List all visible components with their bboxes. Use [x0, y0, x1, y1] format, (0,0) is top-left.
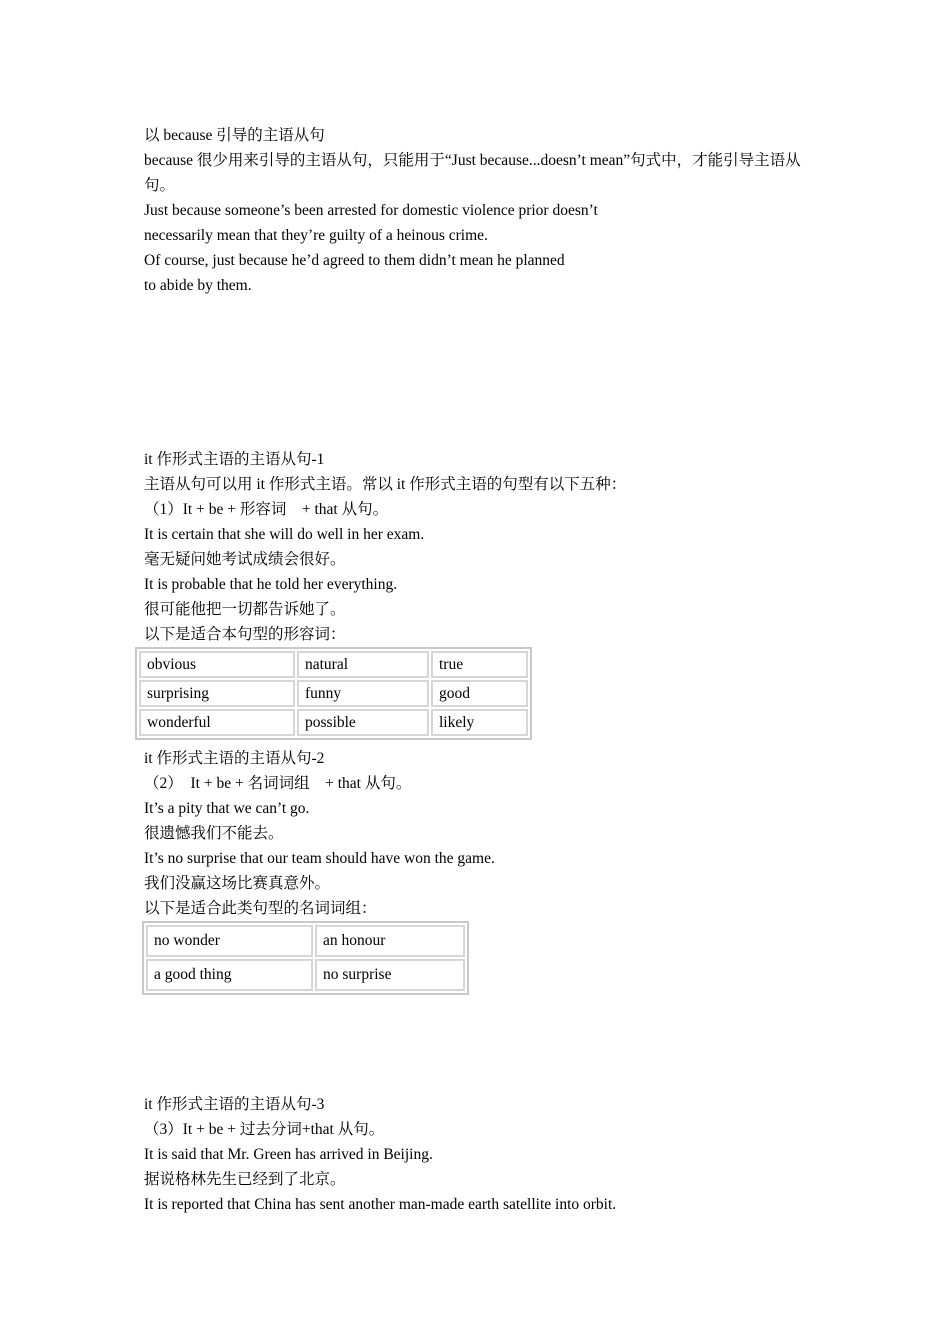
section-title: it 作形式主语的主语从句-3	[144, 1096, 325, 1113]
table-cell: wonderful	[139, 709, 295, 736]
pattern-line: （2） It + be + 名词词组 + that 从句。	[144, 775, 412, 792]
table-cell: funny	[297, 680, 429, 707]
translation-line: 我们没赢这场比赛真意外。	[144, 875, 331, 892]
table-row	[139, 709, 528, 736]
translation-line: 很可能他把一切都告诉她了。	[144, 601, 346, 618]
paragraph-line: 主语从句可以用 it 作形式主语。常以 it 作形式主语的句型有以下五种：	[144, 476, 627, 493]
table-cell: natural	[297, 651, 429, 678]
paragraph-line: because 很少用来引导的主语从句，只能用于“Just because...doesn’t mean”句式中，才能引导主语从句。	[144, 152, 801, 194]
example-line: It’s no surprise that our team should have won the game.	[144, 850, 495, 867]
table-row	[139, 651, 528, 678]
section-title: it 作形式主语的主语从句-2	[144, 750, 325, 767]
adjective-table	[135, 647, 532, 740]
example-line: It is said that Mr. Green has arrived in Beijing.	[144, 1146, 433, 1163]
table-row	[139, 680, 528, 707]
table-cell: no surprise	[315, 959, 465, 991]
section-it-subject-3	[144, 1092, 824, 1217]
table-cell: no wonder	[146, 925, 313, 957]
table-cell: good	[431, 680, 528, 707]
example-line: It is certain that she will do well in her exam.	[144, 526, 425, 543]
section-it-subject-1	[144, 447, 824, 647]
paragraph-line: 以下是适合此类句型的名词词组：	[144, 900, 377, 917]
table-cell: true	[431, 651, 528, 678]
table-row	[146, 925, 465, 957]
example-line: It is probable that he told her everything.	[144, 576, 398, 593]
pattern-line: （3）It + be + 过去分词+that 从句。	[144, 1121, 385, 1138]
translation-line: 据说格林先生已经到了北京。	[144, 1171, 346, 1188]
example-line: necessarily mean that they’re guilty of a heinous crime.	[144, 227, 488, 244]
example-line: Just because someone’s been arrested for domestic violence prior doesn’t	[144, 202, 598, 219]
section-title: it 作形式主语的主语从句-1	[144, 451, 325, 468]
section-because	[144, 123, 824, 298]
table-cell: possible	[297, 709, 429, 736]
table-row	[146, 959, 465, 991]
section-it-subject-2	[144, 746, 824, 921]
noun-phrase-table	[142, 921, 469, 995]
table-cell: surprising	[139, 680, 295, 707]
example-line: It is reported that China has sent another man-made earth satellite into orbit.	[144, 1196, 617, 1213]
pattern-line: （1）It + be + 形容词 + that 从句。	[144, 501, 389, 518]
paragraph-line: 以下是适合本句型的形容词：	[144, 626, 346, 643]
example-line: Of course, just because he’d agreed to them didn’t mean he planned	[144, 252, 565, 269]
section-title: 以 because 引导的主语从句	[144, 127, 325, 144]
example-line: to abide by them.	[144, 277, 252, 294]
table-cell: likely	[431, 709, 528, 736]
translation-line: 毫无疑问她考试成绩会很好。	[144, 551, 346, 568]
translation-line: 很遗憾我们不能去。	[144, 825, 284, 842]
table-cell: a good thing	[146, 959, 313, 991]
table-cell: obvious	[139, 651, 295, 678]
table-cell: an honour	[315, 925, 465, 957]
example-line: It’s a pity that we can’t go.	[144, 800, 310, 817]
